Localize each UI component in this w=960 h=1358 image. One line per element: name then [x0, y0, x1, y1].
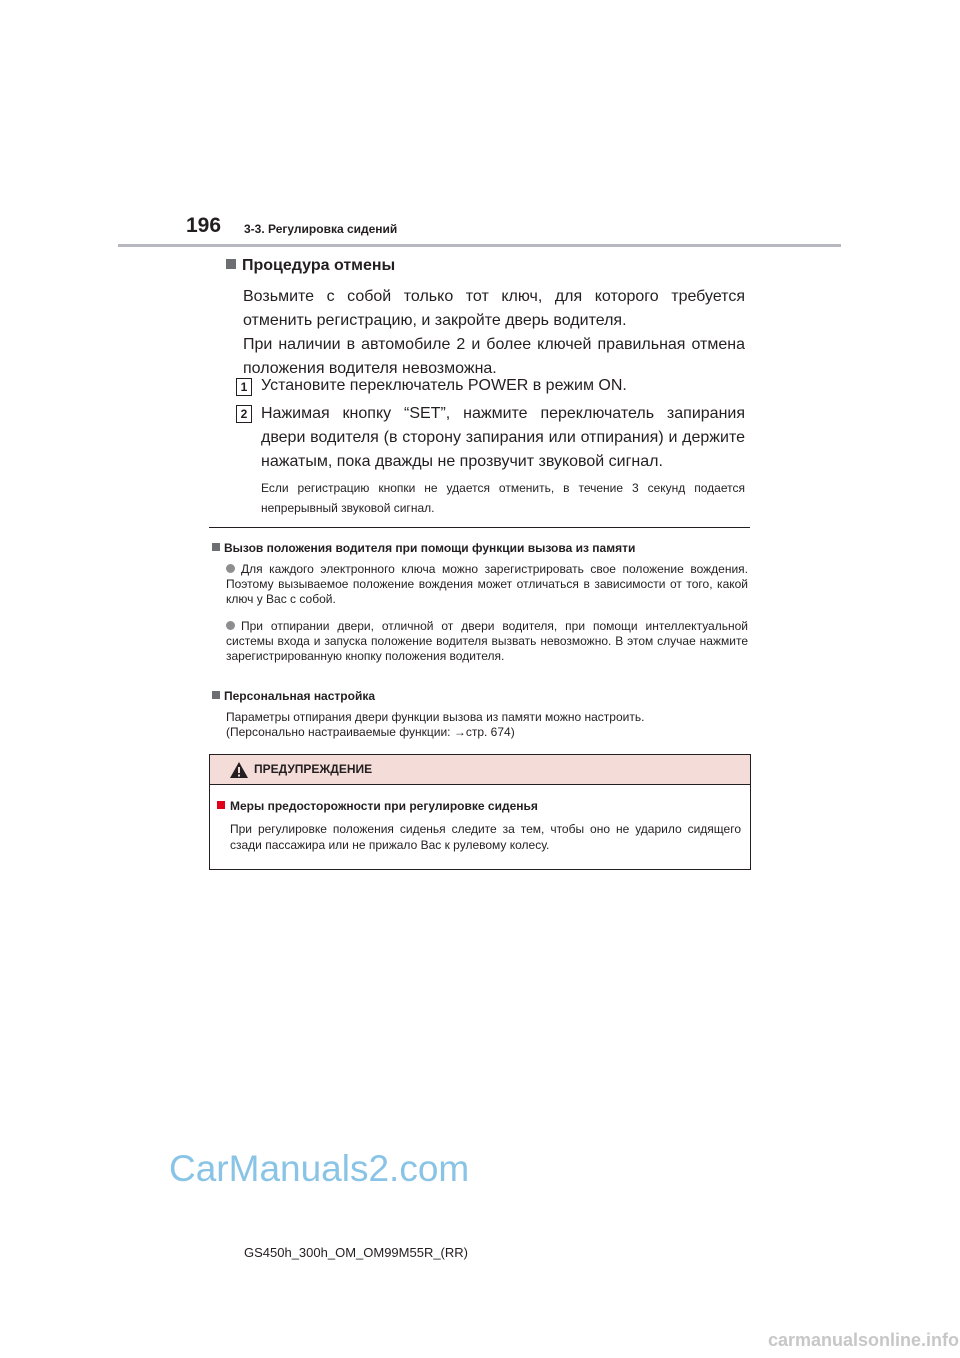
warning-box	[209, 754, 751, 870]
cancel-heading-text: Процедура отмены	[242, 257, 396, 274]
recall-bullet-1	[226, 562, 748, 607]
warning-triangle-icon	[229, 761, 249, 779]
step-2-badge: 2	[236, 405, 252, 423]
circle-bullet-icon	[226, 621, 235, 630]
warning-subheading	[217, 799, 538, 813]
step-1-badge: 1	[236, 378, 252, 396]
recall-bullet-2	[226, 619, 748, 664]
cancel-paragraph-1: Возьмите с собой только тот ключ, для которого требуется отменить регистрацию, и закройте дверь водителя.	[243, 288, 745, 329]
personal-heading-text: Персональная настройка	[224, 689, 376, 703]
square-bullet-icon	[212, 691, 220, 699]
cancel-note: Если регистрацию кнопки не удается отменить, в течение 3 секунд подается непрерывный звуковой сигнал.	[261, 481, 745, 515]
step-2-text: Нажимая кнопку “SET”, нажмите переключатель запирания двери водителя (в сторону запирания или отпирания) и держите нажатым, пока дважды не прозвучит звуковой сигнал.	[261, 405, 745, 470]
cancel-paragraph-2: При наличии в автомобиле 2 и более ключей правильная отмена положения водителя невозможна.	[243, 336, 745, 377]
page-number: 196	[186, 214, 222, 237]
personal-text-line-1: Параметры отпирания двери функции вызова из памяти можно настроить.	[226, 710, 645, 724]
site-watermark: carmanualsonline.info	[768, 1330, 960, 1350]
square-bullet-icon	[226, 259, 236, 269]
document-code: GS450h_300h_OM_OM99M55R_(RR)	[244, 1245, 468, 1260]
personal-heading	[212, 689, 375, 703]
watermark-logo: CarManuals2.com	[169, 1148, 470, 1189]
recall-heading	[212, 541, 635, 555]
section-title: 3-3. Регулировка сидений	[244, 222, 398, 236]
square-bullet-icon	[217, 801, 225, 809]
warning-text: При регулировке положения сиденья следите за тем, чтобы оно не ударило сидящего сзади пассажира или не прижало Вас к рулевому колесу.	[230, 822, 741, 852]
warning-subheading-text: Меры предосторожности при регулировке сиденья	[230, 799, 538, 813]
step-1-text: Установите переключатель POWER в режим ON.	[261, 377, 627, 394]
personal-text	[226, 710, 748, 740]
recall-bullet-2-text: При отпирании двери, отличной от двери водителя, при помощи интеллектуальной системы входа и запуска положение водителя вызвать невозможно. В этом случае нажмите зарегистрированную кнопку положения водителя.	[226, 619, 748, 663]
section-divider	[209, 527, 750, 528]
square-bullet-icon	[212, 543, 220, 551]
header-divider	[118, 244, 841, 247]
recall-heading-text: Вызов положения водителя при помощи функции вызова из памяти	[224, 541, 636, 555]
recall-bullet-1-text: Для каждого электронного ключа можно зарегистрировать свое положение вождения. Поэтому вызываемое положение вождения может отличаться в зависимости от того, какой ключ у Вас с собой.	[226, 562, 748, 606]
circle-bullet-icon	[226, 564, 235, 573]
cancel-heading	[226, 257, 395, 275]
personal-text-line-2: (Персонально настраиваемые функции: →стр. 674)	[226, 725, 515, 739]
warning-header	[210, 755, 750, 785]
warning-title: ПРЕДУПРЕЖДЕНИЕ	[254, 762, 373, 776]
